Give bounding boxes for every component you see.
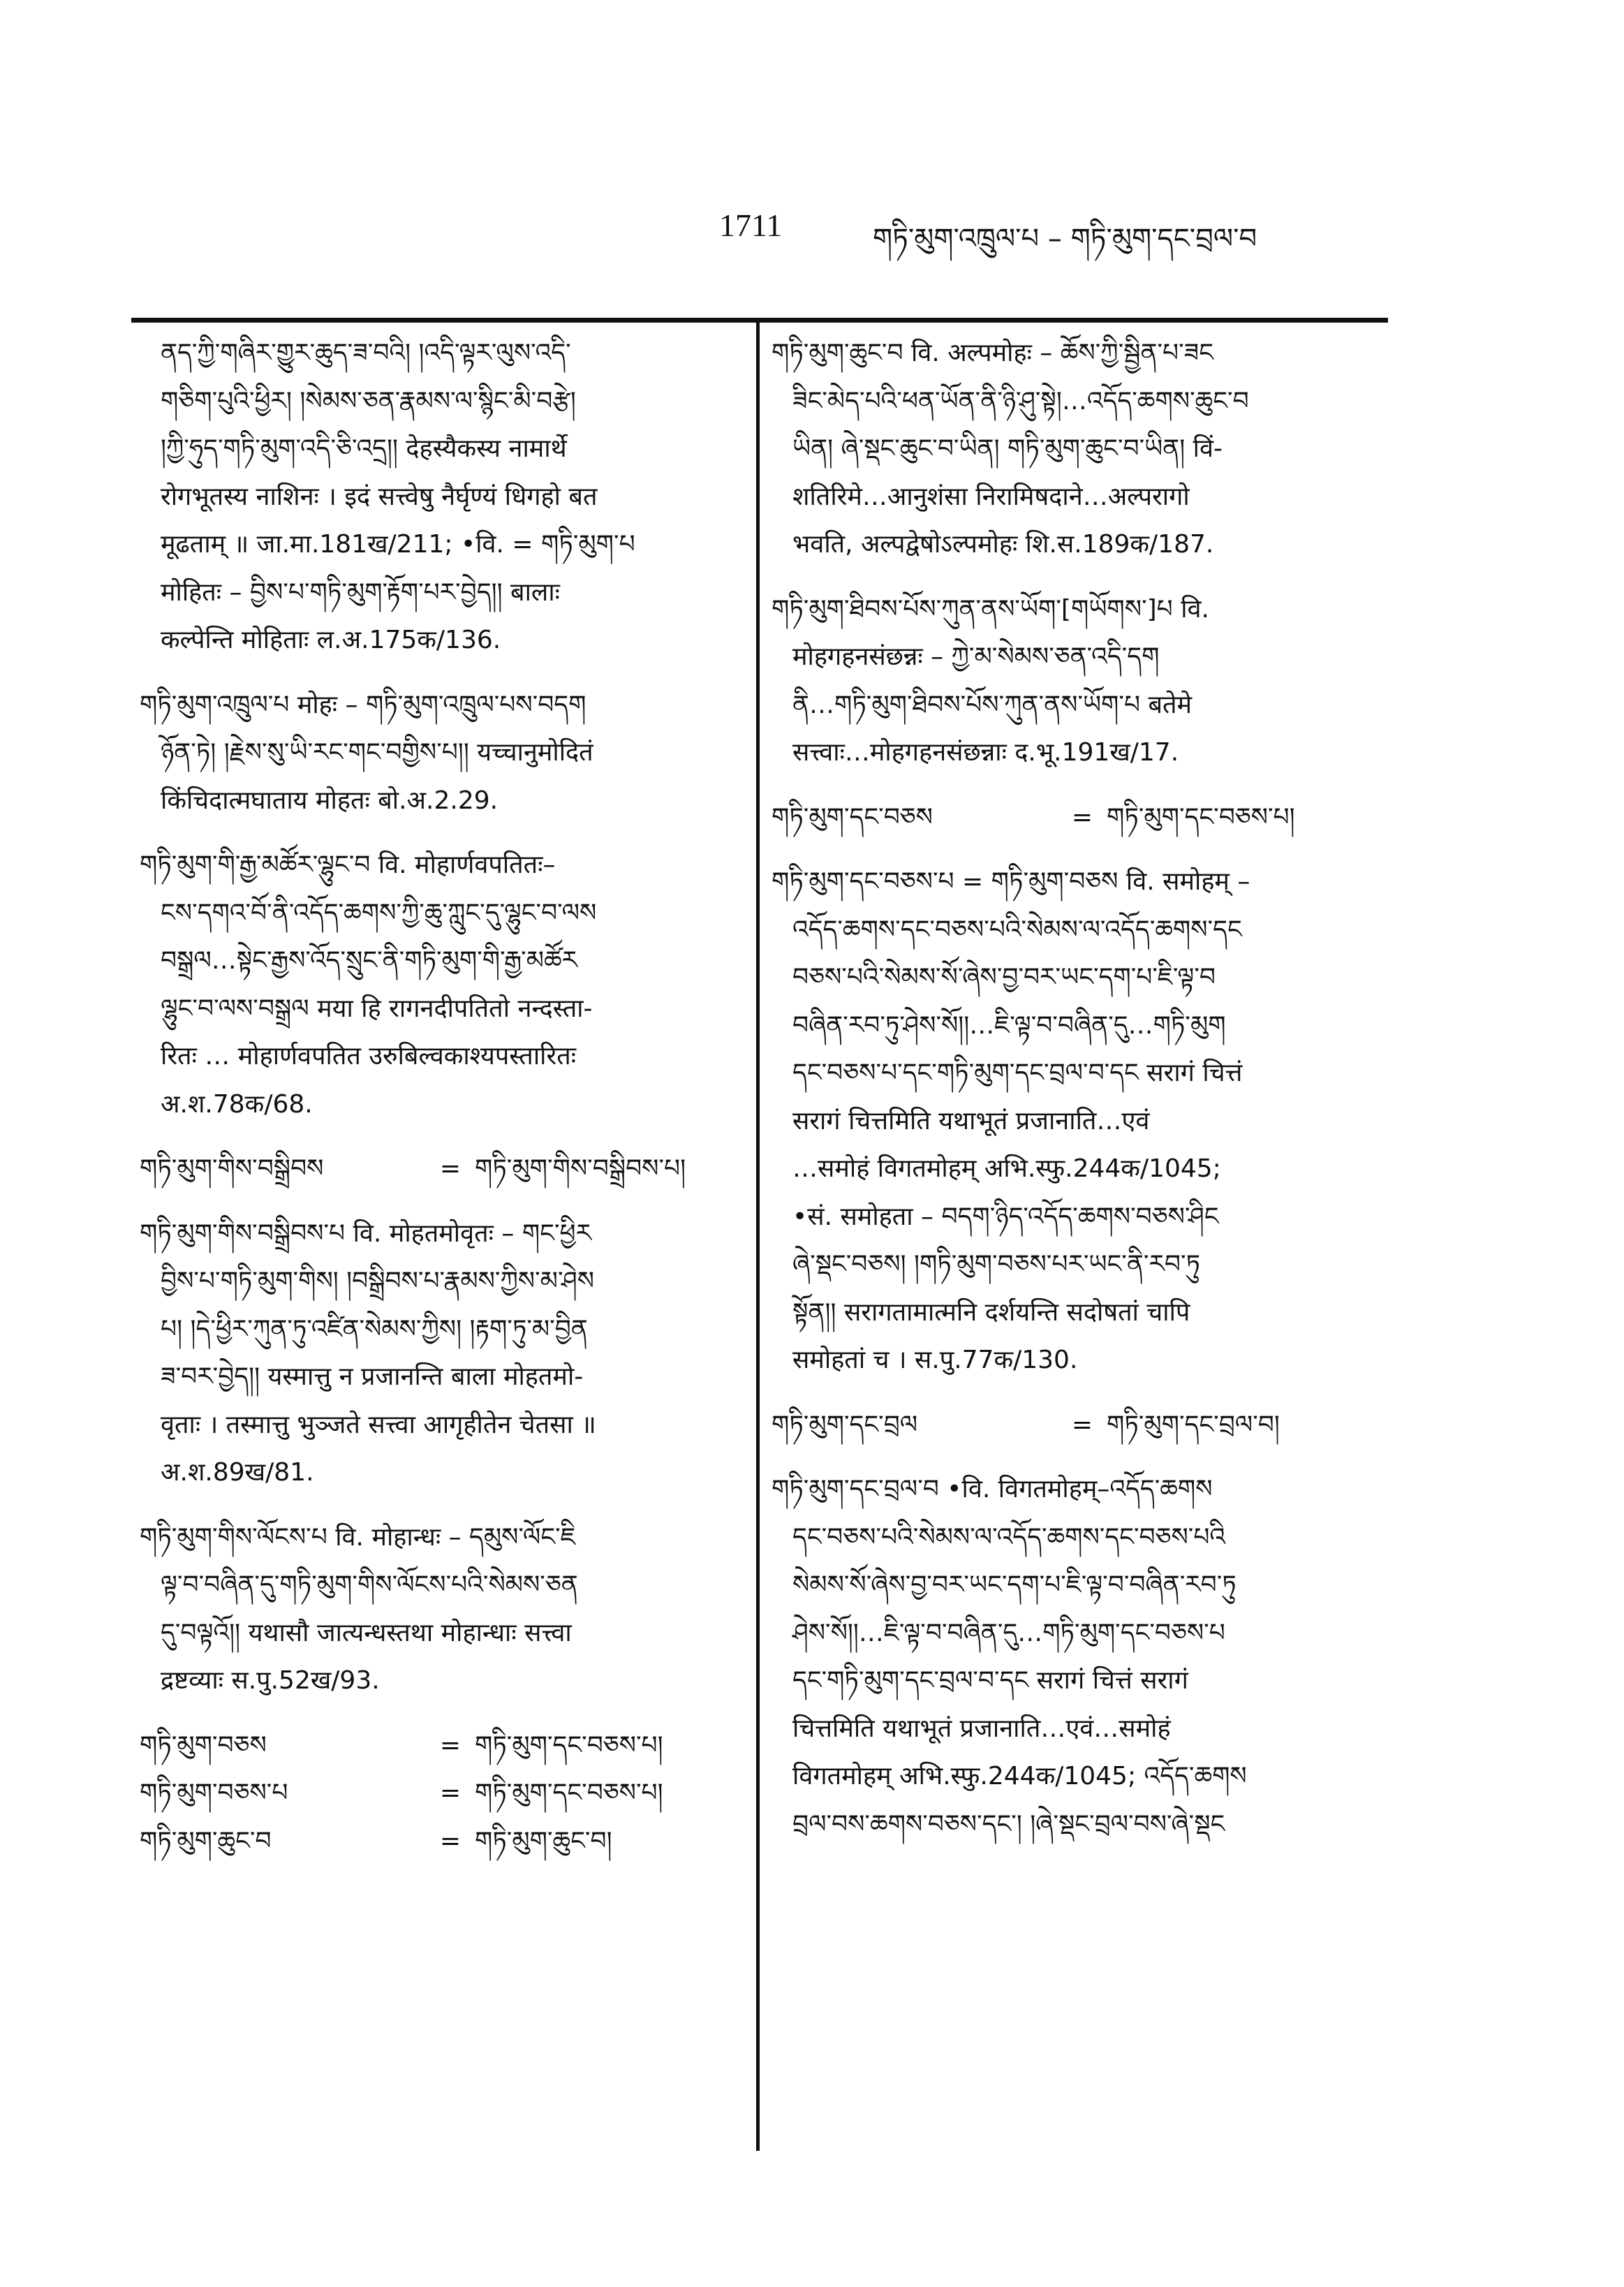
entry-line: शतिरिमे…आनुशंसा निरामिषदाने…अल्परागो — [792, 482, 1190, 511]
entry-line: བསྒྲལ…སྟེང་རྒྱས་འོད་སྲུང་ནི་གཏི་མུག་གི་རྒྱ་མཚོར — [161, 946, 578, 975]
entry-line: དང་བཅས་པའི་སེམས་ལ་འདོད་ཆགས་དང་བཅས་པའི — [792, 1522, 1226, 1552]
entry-headline: གཏི་མུག་གིས་ལོངས་པ वि. मोहान्धः – དམུས་ལོང་ཇི — [140, 1522, 576, 1552]
headword: གཏི་མུག་གིས་བསྒྲིབས — [140, 1154, 324, 1183]
entry-line: ཞེ་སྡང་བཅས། །གཏི་མུག་བཅས་པར་ཡང་ནི་རབ་ཏུ — [792, 1250, 1200, 1279]
dictionary-entry — [772, 1466, 1389, 1848]
entry-line: रोगभूतस्य नाशिनः । इदं सत्त्वेषु नैर्घृण्यं धिगहो बत — [161, 482, 598, 511]
dictionary-entry — [140, 682, 740, 825]
entry-line: ཟ་བར་བྱེད།། यस्मात्तु न प्रजानन्ति बाला मोहतमो- — [161, 1362, 584, 1391]
entry-line: ལྷུང་བ་ལས་བསྒྲལ मया हि रागनदीपतितो नन्दस्ता- — [161, 994, 593, 1023]
left-column — [140, 330, 740, 1865]
entry-line: कल्पेन्ति मोहिताः ल.अ.175क/136. — [161, 626, 501, 654]
headword: གཏི་མུག་དང་བཅས — [772, 802, 933, 832]
dictionary-entry — [140, 330, 740, 665]
equals-sign: = — [439, 1154, 462, 1183]
entry-line: वृताः । तस्मात्तु भुञ्जते सत्त्वा आगृहीतेन चेतसा ॥ — [161, 1410, 596, 1439]
entry-headline: གཏི་མུག་དང་བྲལ་བ •वि. विगतमोहम्–འདོད་ཆགས — [772, 1475, 1213, 1503]
entry-line: གཅིག་པུའི་ཕྱིར། །སེམས་ཅན་རྣམས་ལ་སྙིང་མི་བརྩེ། — [161, 386, 576, 416]
cross-reference-target: གཏི་མུག་དང་བཅས་པ། — [1107, 802, 1295, 832]
entry-headline: གཏི་མུག་དང་བཅས་པ = གཏི་མུག་བཅས वि. समोहम् – — [772, 867, 1250, 896]
entry-line: सत्त्वाः…मोहगहनसंछन्नाः द.भू.191ख/17. — [792, 738, 1179, 767]
equals-sign: = — [1071, 1410, 1093, 1439]
entry-line: अ.श.89ख/81. — [161, 1458, 314, 1487]
entry-line: བྲལ་བས་ཆགས་བཅས་དང་། །ཞེ་སྡང་བྲལ་བས་ཞེ་སྡང — [792, 1809, 1225, 1839]
entry-line: ཉོན་ཏེ། །རྗེས་སུ་ཡི་རང་གང་བགྱིས་པ།། यच्चानुमोदितं — [161, 738, 593, 767]
entry-line: ཤེས་སོ།།…ཇི་ལྟ་བ་བཞིན་དུ…གཏི་མུག་དང་བཅས་པ — [792, 1618, 1225, 1647]
dictionary-entry — [772, 586, 1389, 777]
entry-line: विगतमोहम् अभि.स्फु.244क/1045; འདོད་ཆགས — [792, 1762, 1247, 1790]
entry-line: चित्तमिति यथाभूतं प्रजानाति…एवं…समोहं — [792, 1714, 1171, 1743]
entry-line: དུ་བལྟའོ།། यथासौ जात्यन्धस्तथा मोहान्धाः सत्त्वा — [161, 1618, 572, 1647]
entry-line: ངས་དགའ་བོ་ནི་འདོད་ཆགས་ཀྱི་ཆུ་ཀླུང་དུ་ལྷུང་བ་ལས — [161, 898, 597, 927]
entry-line: དང་གཏི་མུག་དང་བྲལ་བ་དང सरागं चित्तं सरागं — [792, 1666, 1188, 1695]
dictionary-entry — [140, 1210, 740, 1497]
dictionary-entry — [140, 841, 740, 1128]
cross-reference-entry — [140, 1818, 740, 1866]
entry-line: द्रष्टव्याः स.पु.52ख/93. — [161, 1666, 380, 1695]
running-head: གཏི་མུག་འཁྲུལ་པ – གཏི་མུག་དང་བྲལ་བ — [873, 223, 1257, 255]
entry-headline: གཏི་མུག་གི་རྒྱ་མཚོར་ལྷུང་བ वि. मोहार्णवपतितः– — [140, 851, 556, 879]
entry-line: ཟིང་མེད་པའི་ཕན་ཡོན་ནི་ཉི་ཤུ་སྟེ།…འདོད་ཆགས་ཆུང་བ — [792, 386, 1249, 416]
dictionary-entry — [772, 858, 1389, 1385]
entry-line: समोहतां च । स.पु.77क/130. — [792, 1346, 1078, 1374]
entry-line: སེམས་སོ་ཞེས་བྱ་བར་ཡང་དག་པ་ཇི་ལྟ་བ་བཞིན་རབ་ཏུ — [792, 1571, 1237, 1599]
entry-line: सरागं चित्तमिति यथाभूतं प्रजानाति…एवं — [792, 1106, 1150, 1135]
entry-line: ནི…གཏི་མུག་ཐིབས་པོས་ཀུན་ནས་ཡོག་པ बतेमे — [792, 690, 1193, 719]
cross-reference-entry — [772, 794, 1389, 842]
dictionary-entry — [140, 1514, 740, 1705]
entry-line: སྟོན།། सरागतामात्मनि दर्शयन्ति सदोषतां चापि — [792, 1297, 1190, 1327]
entry-line: •सं. समोहता – བདག་ཉིད་འདོད་ཆགས་བཅས་ཤིང — [792, 1202, 1219, 1231]
headword: གཏི་མུག་བཅས་པ — [140, 1779, 288, 1807]
entry-headline: གཏི་མུག་ཐིབས་པོས་ཀུན་ནས་ཡོག་[གཡོགས་]པ वि. — [772, 594, 1209, 624]
cross-reference-target: གཏི་མུག་ཆུང་བ། — [475, 1826, 612, 1855]
entry-headline: གཏི་མུག་གིས་བསྒྲིབས་པ वि. मोहतमोवृतः – གང་ཕྱིར — [140, 1219, 592, 1248]
entry-line: ནད་ཀྱི་གཞིར་གྱུར་ཆུད་ཟ་བའི། །འདི་ལྟར་ལུས་འདི་ — [161, 339, 571, 367]
entry-line: मोहगहनसंछन्नः – ཀྱེ་མ་སེམས་ཅན་འདི་དག — [792, 642, 1160, 671]
entry-line: པ། །དེ་ཕྱིར་ཀུན་ཏུ་འཛིན་སེམས་ཀྱིས། །རྟག་ཏུ་མ་བྱིན — [161, 1314, 588, 1344]
entry-line: འདོད་ཆགས་དང་བཅས་པའི་སེམས་ལ་འདོད་ཆགས་དང — [792, 915, 1242, 944]
dictionary-entry — [772, 330, 1389, 569]
cross-reference-target: གཏི་མུག་དང་བཅས་པ། — [475, 1730, 663, 1760]
equals-sign: = — [1071, 802, 1093, 832]
entry-line: मूढताम् ॥ जा.मा.181ख/211; •वि. = གཏི་མུག་པ — [161, 530, 635, 559]
entry-line: मोहितः – བྱིས་པ་གཏི་མུག་རྟོག་པར་བྱེད།། बालाः — [161, 578, 560, 607]
entry-line: भवति, अल्पद्वेषोऽल्पमोहः शि.स.189क/187. — [792, 530, 1214, 559]
right-column — [772, 330, 1389, 1848]
entry-line: किंचिदात्मघाताय मोहतः बो.अ.2.29. — [161, 786, 499, 815]
entry-headline: གཏི་མུག་ཆུང་བ वि. अल्पमोहः – ཆོས་ཀྱི་སྦྱིན་པ་ཟང — [772, 339, 1214, 367]
entry-line: བཅས་པའི་སེམས་སོ་ཞེས་བྱ་བར་ཡང་དག་པ་ཇི་ལྟ་བ — [792, 963, 1216, 992]
cross-reference-target: གཏི་མུག་དང་བྲལ་བ། — [1107, 1410, 1280, 1439]
headword: གཏི་མུག་བཅས — [140, 1730, 267, 1760]
headword: གཏི་མུག་དང་བྲལ — [772, 1410, 918, 1439]
cross-reference-entry — [140, 1770, 740, 1818]
entry-line: रितः … मोहार्णवपतित उरुबिल्वकाश्यपस्तारितः — [161, 1042, 576, 1071]
cross-reference-target: གཏི་མུག་དང་བཅས་པ། — [475, 1779, 663, 1807]
page-number: 1711 — [719, 207, 783, 243]
equals-sign: = — [439, 1779, 462, 1807]
headword: གཏི་མུག་ཆུང་བ — [140, 1826, 272, 1855]
cross-reference-entry — [140, 1722, 740, 1770]
column-divider — [756, 321, 760, 2151]
entry-line: བཞིན་རབ་ཏུ་ཤེས་སོ།།…ཇི་ལྟ་བ་བཞིན་དུ…གཏི་མུག — [792, 1010, 1226, 1040]
equals-sign: = — [439, 1826, 462, 1855]
entry-line: …समोहं विगतमोहम् अभि.स्फु.244क/1045; — [792, 1154, 1221, 1183]
entry-headline: གཏི་མུག་འཁྲུལ་པ मोहः – གཏི་མུག་འཁྲུལ་པས་བདག — [140, 690, 586, 719]
entry-line: ཡིན། ཞེ་སྡང་ཆུང་བ་ཡིན། གཏི་མུག་ཆུང་བ་ཡིན། विं- — [792, 434, 1223, 463]
header-rule — [131, 318, 1388, 323]
entry-line: བྱིས་པ་གཏི་མུག་གིས། །བསྒྲིབས་པ་རྣམས་ཀྱིས་མ་ཤེས — [161, 1267, 595, 1295]
equals-sign: = — [439, 1730, 462, 1760]
entry-line: अ.श.78क/68. — [161, 1089, 313, 1119]
cross-reference-entry — [140, 1145, 740, 1193]
entry-line: །ཀྱི་ཧུད་གཏི་མུག་འདི་ཅི་འདྲ།། देहस्यैकस्य नामार्थे — [161, 434, 567, 463]
cross-reference-entry — [772, 1402, 1389, 1450]
cross-reference-target: གཏི་མུག་གིས་བསྒྲིབས་པ། — [475, 1154, 686, 1183]
entry-line: ལྟ་བ་བཞིན་དུ་གཏི་མུག་གིས་ལོངས་པའི་སེམས་ཅན — [161, 1571, 578, 1599]
entry-line: དང་བཅས་པ་དང་གཏི་མུག་དང་བྲལ་བ་དང सरागं चित्तं — [792, 1059, 1243, 1087]
